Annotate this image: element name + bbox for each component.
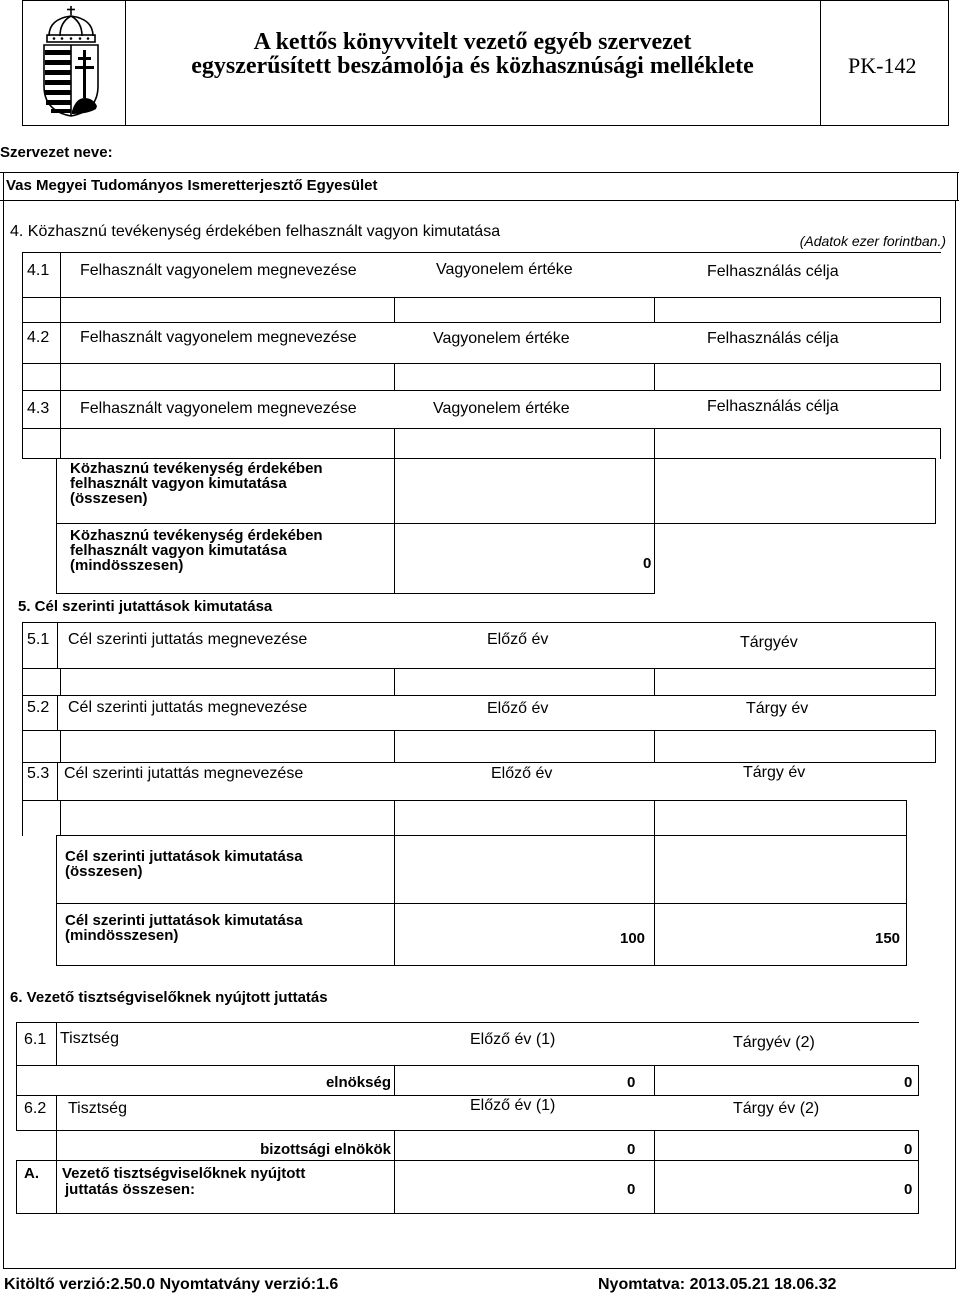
table-rule (654, 800, 655, 836)
table-rule (60, 668, 61, 696)
table-rule (0, 200, 959, 201)
organization-label: Szervezet neve: (0, 144, 113, 161)
table-rule (22, 622, 936, 623)
table-rule (654, 1160, 655, 1214)
table-rule (16, 1065, 919, 1066)
table-rule (60, 252, 61, 298)
table-rule (16, 1213, 919, 1214)
table-rule (22, 252, 23, 298)
table-rule (394, 800, 395, 836)
table-rule (56, 835, 907, 836)
current-year-value: 0 (904, 1074, 913, 1091)
table-rule (22, 297, 23, 323)
label-line: felhasznált vagyon kimutatása (70, 542, 287, 559)
current-year-header: Tárgyév (740, 634, 798, 651)
table-rule (22, 695, 936, 696)
footer-print-date: Nyomtatva: 2013.05.21 18.06.32 (598, 1276, 837, 1293)
table-rule (394, 668, 395, 696)
table-rule (22, 428, 941, 429)
table-rule (60, 297, 61, 323)
table-rule (654, 835, 655, 904)
table-rule (56, 903, 907, 904)
table-rule (22, 458, 936, 459)
table-rule (57, 622, 58, 669)
table-rule (394, 835, 395, 904)
table-rule (654, 458, 655, 524)
table-rule (957, 172, 958, 201)
table-rule (394, 1130, 395, 1161)
table-rule (22, 363, 23, 391)
previous-year-value: 0 (627, 1074, 636, 1091)
table-rule (394, 363, 395, 391)
table-rule (654, 428, 655, 459)
previous-year-header: Előző év (487, 700, 549, 717)
section-6-total-label-line-1: Vezető tisztségviselőknek nyújtott (62, 1165, 306, 1182)
table-rule (394, 730, 395, 763)
table-rule (394, 1160, 395, 1214)
section-6-total-label-line-2: juttatás összesen: (65, 1181, 196, 1198)
table-rule (22, 297, 941, 298)
current-year-header: Tárgyév (2) (733, 1034, 815, 1051)
table-rule (22, 322, 23, 364)
current-year-header: Tárgy év (743, 764, 806, 781)
label-line: (mindösszesen) (65, 927, 179, 944)
row-number: 5.1 (27, 631, 50, 648)
row-number: 5.2 (27, 699, 50, 716)
table-rule (394, 903, 395, 966)
table-rule (935, 622, 936, 669)
form-title-line-2: egyszerűsített beszámolója és közhasznúsági melléklete (191, 53, 754, 79)
table-rule (394, 1065, 395, 1096)
footer-versions: Kitöltő verzió:2.50.0 Nyomtatvány verzió:1.6 (4, 1276, 339, 1293)
asset-name-header: Felhasznált vagyonelem megnevezése (80, 262, 357, 279)
benefit-name-header: Cél szerinti jutattás megnevezése (64, 765, 304, 782)
section-5-grand-total-label (65, 913, 303, 943)
hungarian-coat-of-arms-icon (38, 6, 104, 118)
table-rule (918, 1160, 919, 1214)
table-rule (918, 1065, 919, 1096)
asset-value-header: Vagyonelem értéke (436, 261, 573, 278)
asset-value-header: Vagyonelem értéke (433, 330, 570, 347)
table-rule (22, 0, 949, 1)
table-rule (56, 523, 936, 524)
asset-value-header: Vagyonelem értéke (433, 400, 570, 417)
usage-purpose-header: Felhasználás célja (707, 330, 839, 347)
table-rule (22, 0, 23, 126)
label-line: (összesen) (70, 490, 148, 507)
table-rule (935, 730, 936, 763)
table-rule (22, 800, 23, 836)
table-rule (0, 172, 959, 173)
form-title-line-1: A kettős könyvvitelt vezető egyéb szervezet (253, 29, 692, 55)
row-number: 6.1 (24, 1031, 47, 1048)
asset-name-header: Felhasznált vagyonelem megnevezése (80, 400, 357, 417)
section-4-title: 4. Közhasznú tevékenység érdekében felhasznált vagyon kimutatása (10, 223, 501, 240)
form-code: PK-142 (848, 53, 917, 78)
position-header: Tisztség (60, 1030, 119, 1047)
table-rule (3, 172, 4, 201)
table-rule (22, 390, 941, 391)
label-line: Cél szerinti juttatások kimutatása (65, 912, 303, 929)
table-rule (56, 903, 57, 966)
label-line: (mindösszesen) (70, 557, 184, 574)
benefit-name-header: Cél szerinti juttatás megnevezése (68, 631, 308, 648)
position-header: Tisztség (68, 1100, 127, 1117)
table-rule (16, 1065, 17, 1096)
table-rule (935, 458, 936, 524)
table-rule (3, 200, 4, 1269)
table-rule (56, 965, 907, 966)
row-number: 6.2 (24, 1100, 47, 1117)
benefit-name-header: Cél szerinti juttatás megnevezése (68, 699, 308, 716)
table-rule (654, 1065, 655, 1096)
table-rule (56, 1160, 57, 1214)
table-rule (940, 297, 941, 323)
table-rule (57, 762, 58, 801)
table-rule (22, 622, 23, 669)
table-rule (22, 668, 936, 669)
section-5-total-label (65, 849, 303, 879)
label-line: (összesen) (65, 863, 143, 880)
current-year-value: 0 (904, 1141, 913, 1158)
row-number: 4.1 (27, 262, 50, 279)
row-number: A. (24, 1165, 39, 1182)
table-rule (56, 523, 57, 594)
section-4-grand-total-value: 0 (643, 555, 652, 572)
table-rule (22, 363, 941, 364)
table-rule (16, 1160, 919, 1161)
table-rule (940, 363, 941, 391)
table-rule (22, 695, 23, 731)
table-rule (60, 428, 61, 459)
table-rule (56, 458, 57, 524)
table-rule (918, 1130, 919, 1161)
table-rule (394, 523, 395, 594)
position-name: elnökség (325, 1074, 391, 1091)
table-rule (60, 322, 61, 364)
table-rule (654, 297, 655, 323)
table-rule (22, 668, 23, 696)
row-number: 4.3 (27, 400, 50, 417)
organization-name: Vas Megyei Tudományos Ismeretterjesztő Egyesület (6, 177, 378, 194)
table-rule (60, 730, 61, 763)
label-line: felhasznált vagyon kimutatása (70, 475, 287, 492)
table-rule (56, 835, 57, 904)
current-year-header: Tárgy év (746, 700, 809, 717)
usage-purpose-header: Felhasználás célja (707, 398, 839, 415)
table-rule (16, 1160, 17, 1214)
table-rule (394, 297, 395, 323)
previous-year-header: Előző év (487, 631, 549, 648)
section-6-previous-year-total: 0 (627, 1181, 636, 1198)
table-rule (60, 363, 61, 391)
table-rule (57, 695, 58, 731)
table-rule (3, 1268, 956, 1269)
label-line: Közhasznú tevékenység érdekében (70, 460, 323, 477)
table-rule (22, 762, 936, 763)
table-rule (16, 1095, 17, 1131)
table-rule (16, 1022, 17, 1066)
unit-note: (Adatok ezer forintban.) (799, 233, 946, 249)
table-rule (654, 363, 655, 391)
row-number: 5.3 (27, 765, 50, 782)
previous-year-header: Előző év (1) (470, 1097, 556, 1114)
table-rule (654, 523, 655, 594)
usage-purpose-header: Felhasználás célja (707, 263, 839, 280)
table-rule (22, 322, 941, 323)
previous-year-header: Előző év (1) (470, 1031, 556, 1048)
table-rule (16, 1130, 919, 1131)
current-year-header: Tárgy év (2) (733, 1100, 820, 1117)
table-rule (955, 200, 956, 1269)
table-rule (948, 0, 949, 126)
label-line: Cél szerinti juttatások kimutatása (65, 848, 303, 865)
table-rule (16, 1095, 919, 1096)
section-4-total-label (70, 461, 323, 506)
table-rule (22, 730, 936, 731)
table-rule (906, 800, 907, 836)
table-rule (60, 390, 61, 429)
table-rule (940, 428, 941, 459)
table-rule (22, 730, 23, 763)
position-name: bizottsági elnökök (260, 1141, 391, 1158)
table-rule (22, 125, 949, 126)
section-4-grand-total-label (70, 528, 323, 573)
table-rule (56, 593, 655, 594)
table-rule (820, 0, 821, 126)
section-6-current-year-total: 0 (904, 1181, 913, 1198)
table-rule (22, 800, 907, 801)
table-rule (56, 1022, 57, 1066)
table-rule (56, 1130, 57, 1161)
table-rule (22, 252, 941, 253)
section-6-title: 6. Vezető tisztségviselőknek nyújtott juttatás (10, 989, 328, 1006)
table-rule (654, 668, 655, 696)
table-rule (906, 903, 907, 966)
section-5-title: 5. Cél szerinti jutattások kimutatása (18, 598, 273, 615)
table-rule (654, 730, 655, 763)
table-rule (394, 428, 395, 459)
table-rule (654, 903, 655, 966)
label-line: Közhasznú tevékenység érdekében (70, 527, 323, 544)
table-rule (22, 428, 23, 459)
table-rule (22, 762, 23, 801)
table-rule (394, 458, 395, 524)
table-rule (906, 835, 907, 904)
previous-year-header: Előző év (491, 765, 553, 782)
section-5-previous-year-total: 100 (620, 930, 646, 947)
table-rule (935, 668, 936, 696)
table-rule (22, 390, 23, 429)
section-5-current-year-total: 150 (875, 930, 901, 947)
previous-year-value: 0 (627, 1141, 636, 1158)
table-rule (654, 1130, 655, 1161)
table-rule (60, 800, 61, 836)
row-number: 4.2 (27, 329, 50, 346)
table-rule (16, 1022, 919, 1023)
table-rule (56, 1095, 57, 1131)
asset-name-header: Felhasznált vagyonelem megnevezése (80, 329, 357, 346)
